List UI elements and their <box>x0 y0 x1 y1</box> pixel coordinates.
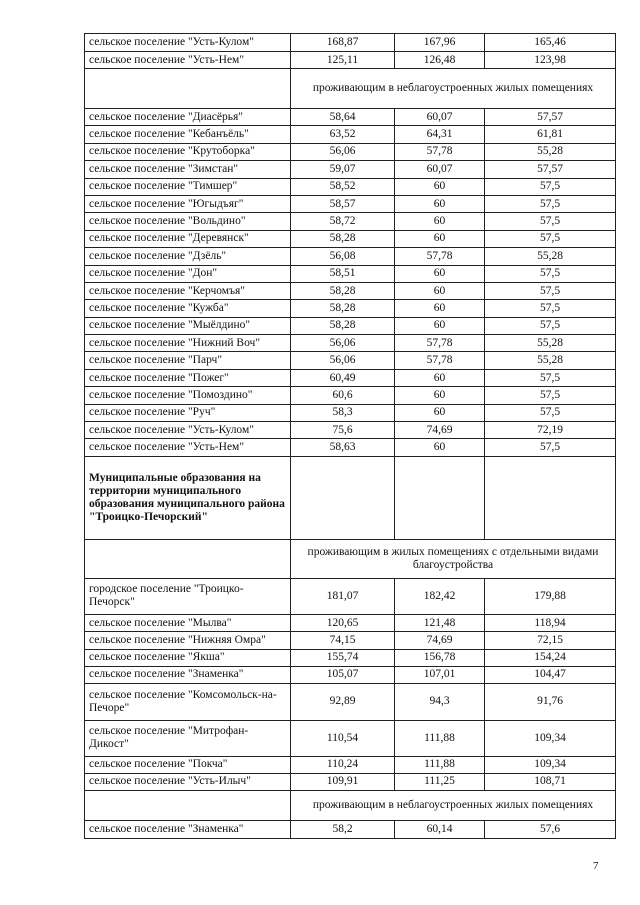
value-cell: 60 <box>395 404 485 421</box>
table-row <box>85 439 616 456</box>
settlement-name: сельское поселение "Знаменка" <box>85 820 291 838</box>
settlement-name: сельское поселение "Усть-Кулом" <box>85 422 291 439</box>
settlement-name: сельское поселение "Руч" <box>85 404 291 421</box>
empty-cell <box>85 539 291 578</box>
table-row <box>85 422 616 439</box>
value-cell: 57,78 <box>395 335 485 352</box>
municipality-heading: Муниципальные образования на территории муниципального образования муниципального района "Троицко-Печорский" <box>85 456 291 539</box>
settlement-name: сельское поселение "Митрофан-Дикост" <box>85 720 291 756</box>
value-cell: 72,19 <box>485 422 616 439</box>
value-cell: 156,78 <box>395 649 485 666</box>
settlement-name: сельское поселение "Зимстан" <box>85 161 291 178</box>
table-row <box>85 34 616 52</box>
table-row <box>85 614 616 631</box>
value-cell: 55,28 <box>485 143 616 160</box>
value-cell: 125,11 <box>291 52 395 69</box>
value-cell: 154,24 <box>485 649 616 666</box>
value-cell: 58,2 <box>291 820 395 838</box>
settlement-name: сельское поселение "Усть-Нем" <box>85 52 291 69</box>
settlement-name: сельское поселение "Мыёлдино" <box>85 317 291 334</box>
table-row <box>85 666 616 683</box>
settlement-name: сельское поселение "Усть-Илыч" <box>85 773 291 790</box>
settlement-name: сельское поселение "Вольдино" <box>85 213 291 230</box>
value-cell: 120,65 <box>291 614 395 631</box>
value-cell: 74,69 <box>395 632 485 649</box>
value-cell: 60 <box>395 300 485 317</box>
value-cell: 55,28 <box>485 248 616 265</box>
settlement-name: сельское поселение "Кебанъёль" <box>85 126 291 143</box>
value-cell: 111,88 <box>395 720 485 756</box>
category-header-row <box>85 790 616 820</box>
settlement-name: городское поселение "Троицко-Печорск" <box>85 578 291 614</box>
value-cell: 105,07 <box>291 666 395 683</box>
settlement-name: сельское поселение "Усть-Нем" <box>85 439 291 456</box>
value-cell: 75,6 <box>291 422 395 439</box>
value-cell: 123,98 <box>485 52 616 69</box>
value-cell: 59,07 <box>291 161 395 178</box>
table-row <box>85 720 616 756</box>
value-cell: 74,15 <box>291 632 395 649</box>
value-cell: 58,28 <box>291 282 395 299</box>
value-cell: 58,57 <box>291 195 395 212</box>
value-cell: 56,06 <box>291 143 395 160</box>
value-cell: 58,3 <box>291 404 395 421</box>
value-cell: 110,24 <box>291 756 395 773</box>
table-row <box>85 632 616 649</box>
value-cell: 165,46 <box>485 34 616 52</box>
value-cell: 56,08 <box>291 248 395 265</box>
value-cell: 109,91 <box>291 773 395 790</box>
table-row <box>85 109 616 126</box>
value-cell: 167,96 <box>395 34 485 52</box>
value-cell: 60 <box>395 178 485 195</box>
value-cell: 57,5 <box>485 404 616 421</box>
settlement-name: сельское поселение "Покча" <box>85 756 291 773</box>
value-cell: 61,81 <box>485 126 616 143</box>
value-cell: 56,06 <box>291 352 395 369</box>
value-cell: 57,78 <box>395 352 485 369</box>
value-cell: 91,76 <box>485 683 616 720</box>
settlement-name: сельское поселение "Дзёль" <box>85 248 291 265</box>
settlement-name: сельское поселение "Тимшер" <box>85 178 291 195</box>
value-cell: 58,28 <box>291 230 395 247</box>
settlement-name: сельское поселение "Комсомольск-на-Печоре" <box>85 683 291 720</box>
settlement-name: сельское поселение "Усть-Кулом" <box>85 34 291 52</box>
value-cell: 57,57 <box>485 161 616 178</box>
table-row <box>85 265 616 282</box>
settlement-name: сельское поселение "Нижний Воч" <box>85 335 291 352</box>
value-cell: 60,14 <box>395 820 485 838</box>
value-cell: 155,74 <box>291 649 395 666</box>
table-row <box>85 578 616 614</box>
value-cell: 60 <box>395 213 485 230</box>
table-row <box>85 52 616 69</box>
table-row <box>85 387 616 404</box>
value-cell: 111,25 <box>395 773 485 790</box>
value-cell: 60 <box>395 439 485 456</box>
value-cell: 60 <box>395 369 485 386</box>
value-cell: 60 <box>395 317 485 334</box>
table-row <box>85 213 616 230</box>
category-header: проживающим в неблагоустроенных жилых помещениях <box>291 790 616 820</box>
table-row <box>85 230 616 247</box>
table-row <box>85 248 616 265</box>
settlement-name: сельское поселение "Помоздино" <box>85 387 291 404</box>
value-cell: 58,28 <box>291 300 395 317</box>
value-cell: 57,78 <box>395 248 485 265</box>
table-row <box>85 282 616 299</box>
settlement-name: сельское поселение "Знаменка" <box>85 666 291 683</box>
table-row <box>85 820 616 838</box>
value-cell: 58,72 <box>291 213 395 230</box>
value-cell: 57,6 <box>485 820 616 838</box>
value-cell: 57,5 <box>485 369 616 386</box>
settlement-name: сельское поселение "Кужба" <box>85 300 291 317</box>
value-cell: 57,78 <box>395 143 485 160</box>
value-cell: 57,5 <box>485 317 616 334</box>
table-row <box>85 756 616 773</box>
settlement-name: сельское поселение "Пожег" <box>85 369 291 386</box>
settlement-name: сельское поселение "Якша" <box>85 649 291 666</box>
value-cell: 58,28 <box>291 317 395 334</box>
value-cell: 58,64 <box>291 109 395 126</box>
value-cell: 74,69 <box>395 422 485 439</box>
value-cell: 109,34 <box>485 720 616 756</box>
category-header: проживающим в жилых помещениях с отдельными видами благоустройства <box>291 539 616 578</box>
table-row <box>85 195 616 212</box>
table-row <box>85 369 616 386</box>
value-cell: 110,54 <box>291 720 395 756</box>
settlement-name: сельское поселение "Мылва" <box>85 614 291 631</box>
tariff-table <box>84 33 616 839</box>
table-row <box>85 649 616 666</box>
table-row <box>85 126 616 143</box>
settlement-name: сельское поселение "Югыдъяг" <box>85 195 291 212</box>
value-cell: 57,5 <box>485 282 616 299</box>
settlement-name: сельское поселение "Крутоборка" <box>85 143 291 160</box>
value-cell: 109,34 <box>485 756 616 773</box>
value-cell: 60 <box>395 387 485 404</box>
value-cell: 92,89 <box>291 683 395 720</box>
value-cell: 60 <box>395 195 485 212</box>
value-cell: 55,28 <box>485 335 616 352</box>
value-cell: 64,31 <box>395 126 485 143</box>
table-row <box>85 161 616 178</box>
settlement-name: сельское поселение "Деревянск" <box>85 230 291 247</box>
value-cell: 118,94 <box>485 614 616 631</box>
table-row <box>85 335 616 352</box>
value-cell: 72,15 <box>485 632 616 649</box>
value-cell: 58,52 <box>291 178 395 195</box>
value-cell: 57,5 <box>485 439 616 456</box>
value-cell: 60,6 <box>291 387 395 404</box>
value-cell: 108,71 <box>485 773 616 790</box>
value-cell: 57,57 <box>485 109 616 126</box>
value-cell: 58,51 <box>291 265 395 282</box>
category-header: проживающим в неблагоустроенных жилых помещениях <box>291 69 616 109</box>
table-row <box>85 317 616 334</box>
value-cell: 63,52 <box>291 126 395 143</box>
category-header-row <box>85 69 616 109</box>
value-cell: 111,88 <box>395 756 485 773</box>
value-cell: 57,5 <box>485 265 616 282</box>
value-cell: 56,06 <box>291 335 395 352</box>
table-row <box>85 143 616 160</box>
value-cell: 60,07 <box>395 161 485 178</box>
tariff-table-body <box>85 34 616 839</box>
value-cell: 181,07 <box>291 578 395 614</box>
value-cell: 60,49 <box>291 369 395 386</box>
settlement-name: сельское поселение "Керчомъя" <box>85 282 291 299</box>
page-number: 7 <box>593 860 599 872</box>
value-cell: 58,63 <box>291 439 395 456</box>
settlement-name: сельское поселение "Диасёрья" <box>85 109 291 126</box>
table-row <box>85 773 616 790</box>
value-cell: 104,47 <box>485 666 616 683</box>
value-cell: 168,87 <box>291 34 395 52</box>
value-cell: 179,88 <box>485 578 616 614</box>
table-row <box>85 352 616 369</box>
empty-cell <box>291 456 395 539</box>
value-cell: 57,5 <box>485 230 616 247</box>
section-row <box>85 456 616 539</box>
value-cell: 60 <box>395 230 485 247</box>
table-row <box>85 404 616 421</box>
settlement-name: сельское поселение "Дон" <box>85 265 291 282</box>
table-row <box>85 178 616 195</box>
empty-cell <box>395 456 485 539</box>
value-cell: 126,48 <box>395 52 485 69</box>
table-row <box>85 300 616 317</box>
value-cell: 57,5 <box>485 387 616 404</box>
value-cell: 57,5 <box>485 213 616 230</box>
value-cell: 55,28 <box>485 352 616 369</box>
value-cell: 182,42 <box>395 578 485 614</box>
value-cell: 57,5 <box>485 195 616 212</box>
empty-cell <box>85 69 291 109</box>
value-cell: 57,5 <box>485 300 616 317</box>
empty-cell <box>85 790 291 820</box>
value-cell: 60 <box>395 265 485 282</box>
value-cell: 121,48 <box>395 614 485 631</box>
empty-cell <box>485 456 616 539</box>
category-header-row <box>85 539 616 578</box>
table-row <box>85 683 616 720</box>
value-cell: 107,01 <box>395 666 485 683</box>
settlement-name: сельское поселение "Парч" <box>85 352 291 369</box>
value-cell: 60,07 <box>395 109 485 126</box>
settlement-name: сельское поселение "Нижняя Омра" <box>85 632 291 649</box>
value-cell: 57,5 <box>485 178 616 195</box>
value-cell: 94,3 <box>395 683 485 720</box>
value-cell: 60 <box>395 282 485 299</box>
